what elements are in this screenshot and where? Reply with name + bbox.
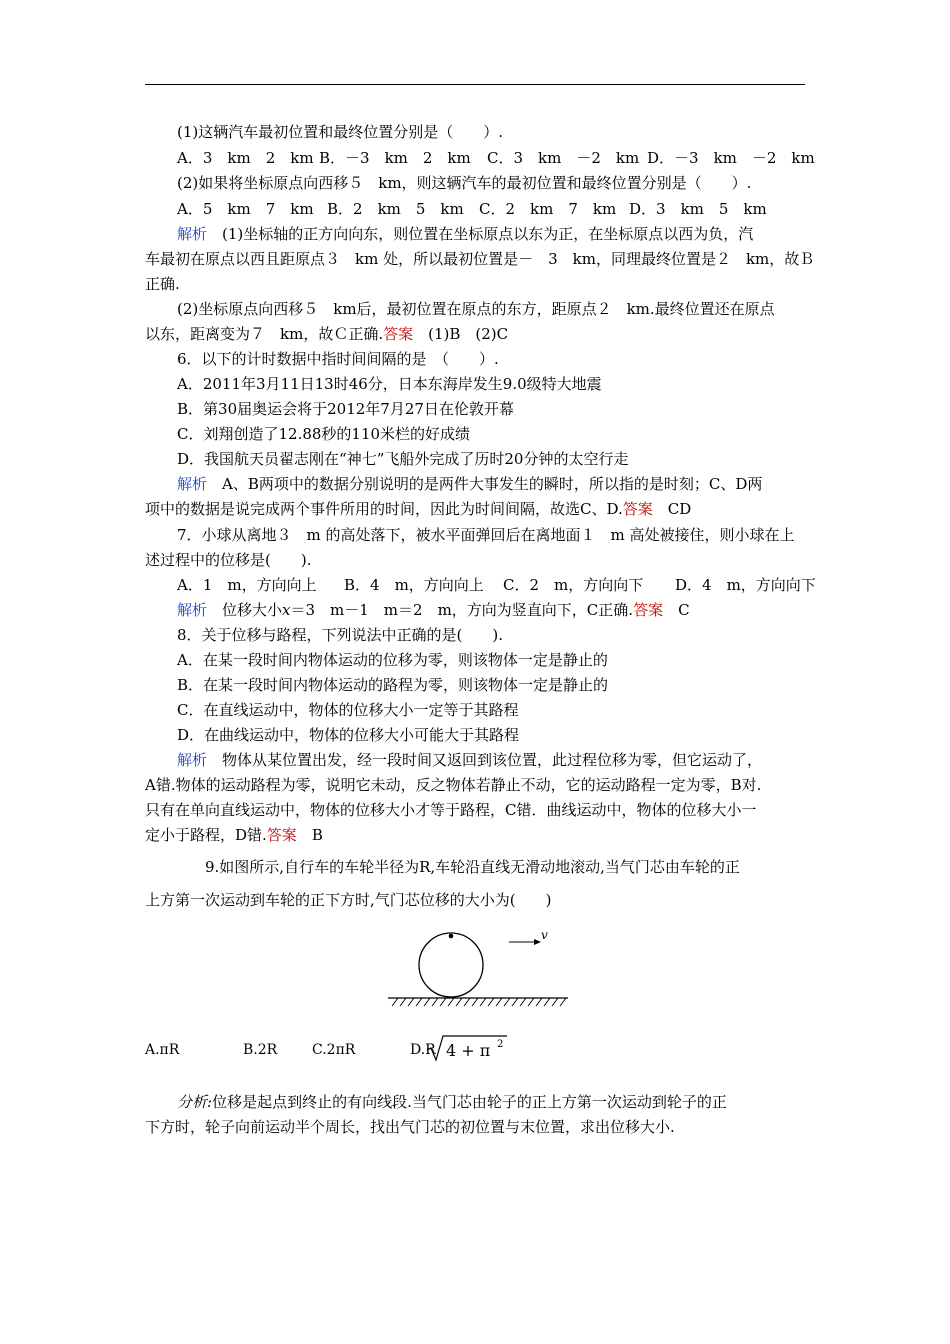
q5-answer: (1)B (2)C xyxy=(413,325,509,343)
q7-option-b: B．4 m，方向向上 xyxy=(344,576,484,594)
q9-stem-line-2: 上方第一次运动到车轮的正下方时,气门芯位移的大小为( ) xyxy=(145,891,552,909)
q7-stem-line-2: 述过程中的位移是( ). xyxy=(145,551,312,569)
q8-answer-label: 答案 xyxy=(266,826,297,844)
q5-analysis-line-5 xyxy=(145,322,805,347)
wheel-circle xyxy=(419,933,483,997)
q5-sub2-option-c: C．2 km 7 km xyxy=(479,200,617,218)
q7-option-a: A．1 m，方向向上 xyxy=(177,576,317,594)
q8-answer: B xyxy=(296,826,323,844)
q6-stem: 6．以下的计时数据中指时间间隔的是 （ ）. xyxy=(177,350,499,368)
q7-analysis-line xyxy=(145,598,805,623)
q9-option-c: C.2πR xyxy=(312,1042,356,1058)
q9-analysis-line-1 xyxy=(145,1088,805,1116)
q7-answer-label: 答案 xyxy=(633,601,664,619)
q5-sub2-option-d: D．3 km 5 km xyxy=(629,200,767,218)
q8-option-c: C．在直线运动中，物体的位移大小一定等于其路程 xyxy=(177,701,519,719)
q5-analysis-line-4: (2)坐标原点向西移５ km后，最初位置在原点的东方，距原点２ km.最终位置还在原点 xyxy=(177,300,775,318)
q9-analysis-text-1: 位移是起点到终止的有向线段.当气门芯由轮子的正上方第一次运动到轮子的正 xyxy=(212,1093,727,1111)
q9-option-d-label: D.R xyxy=(410,1042,436,1058)
q8-analysis-line-4 xyxy=(145,823,805,848)
q9-option-b: B.2R xyxy=(243,1042,278,1058)
q9-option-a: A.πR xyxy=(145,1042,180,1058)
q5-sub1-option-a: A．3 km 2 km xyxy=(177,149,314,167)
q6-answer-label: 答案 xyxy=(622,500,653,518)
q6-option-c: C．刘翔创造了12.88秒的110米栏的好成绩 xyxy=(177,425,471,443)
q5-analysis-label: 解析 xyxy=(177,225,208,243)
q8-analysis-label: 解析 xyxy=(177,751,208,769)
wheel-figure xyxy=(388,928,568,1008)
q7-stem-line-1: 7．小球从离地３ m 的高处落下，被水平面弹回后在离地面１ m 高处被接住，则小球在上 xyxy=(177,526,795,544)
q5-sub2-stem: (2)如果将坐标原点向西移５ km，则这辆汽车的最初位置和最终位置分别是（ ）. xyxy=(177,174,752,192)
q5-analysis-line-3: 正确. xyxy=(145,275,180,293)
q9-stem-line-1: 9.如图所示,自行车的车轮半径为R,车轮沿直线无滑动地滚动,当气门芯由车轮的正 xyxy=(205,858,740,876)
q8-analysis-line-2: A错.物体的运动路程为零，说明它未动，反之物体若静止不动，它的运动路程一定为零，B对. xyxy=(145,776,762,794)
q7-analysis-pre: 位移大小 xyxy=(207,601,283,619)
q5-sub2-option-b: B．2 km 5 km xyxy=(327,200,464,218)
q5-sub1-option-d: D．－3 km －2 km xyxy=(647,149,815,167)
q6-option-a: A．2011年3月11日13时46分，日本东海岸发生9.0级特大地震 xyxy=(177,375,602,393)
q8-analysis-line-1 xyxy=(145,748,805,773)
q6-analysis-label: 解析 xyxy=(177,475,208,493)
q5-sub1-option-c: C．3 km －2 km xyxy=(487,149,640,167)
q6-analysis-text-2: 项中的数据是说完成两个事件所用的时间，因此为时间间隔，故选C、D. xyxy=(145,500,623,518)
header-rule xyxy=(145,84,805,85)
velocity-label: v xyxy=(541,928,548,942)
q7-analysis-label: 解析 xyxy=(177,601,208,619)
q8-analysis-text-1: 物体从某位置出发，经一段时间又返回到该位置，此过程位移为零，但它运动了， xyxy=(207,751,763,769)
q7-option-d: D．4 m，方向向下 xyxy=(675,576,816,594)
q9-analysis-label: 分析: xyxy=(177,1093,213,1111)
q5-sub2-option-a: A．5 km 7 km xyxy=(177,200,314,218)
q5-sub2-options xyxy=(145,197,805,222)
q5-analysis-text-1: (1)坐标轴的正方向向东，则位置在坐标原点以东为正，在坐标原点以西为负，汽 xyxy=(207,225,754,243)
sqrt-radicand: 4 + π xyxy=(446,1041,491,1060)
q5-analysis-line-2: 车最初在原点以西且距原点３ km 处，所以最初位置是－ 3 km，同理最终位置是２ km，故Ｂ xyxy=(145,250,815,268)
q7-analysis-var: x xyxy=(282,601,291,619)
q8-option-a: A．在某一段时间内物体运动的位移为零，则该物体一定是静止的 xyxy=(177,651,608,669)
ground-hatching xyxy=(392,998,566,1006)
q6-analysis-line-1 xyxy=(145,472,805,497)
q5-answer-label: 答案 xyxy=(383,325,414,343)
q8-analysis-line-3: 只有在单向直线运动中，物体的位移大小才等于路程，C错．曲线运动中，物体的位移大小一 xyxy=(145,801,757,819)
q6-analysis-text-1: A、B两项中的数据分别说明的是两件大事发生的瞬时，所以指的是时刻；C、D两 xyxy=(207,475,763,493)
sqrt-exponent: 2 xyxy=(497,1039,504,1050)
q5-sub1-stem: (1)这辆汽车最初位置和最终位置分别是（ ）. xyxy=(177,123,504,141)
q5-analysis-text-5: 以东，距离变为７ km，故Ｃ正确. xyxy=(145,325,384,343)
q9-analysis-line-2: 下方时，轮子向前运动半个周长，找出气门芯的初位置与末位置，求出位移大小. xyxy=(145,1118,675,1136)
q5-sub1-options xyxy=(145,146,815,171)
q8-stem: 8．关于位移与路程，下列说法中正确的是( ). xyxy=(177,626,504,644)
q6-option-b: B．第30届奥运会将于2012年7月27日在伦敦开幕 xyxy=(177,400,514,418)
q8-analysis-text-4: 定小于路程，D错. xyxy=(145,826,267,844)
q7-options xyxy=(145,573,816,598)
q5-sub1-option-b: B．－3 km 2 km xyxy=(319,149,471,167)
q6-option-d: D．我国航天员翟志刚在“神七”飞船外完成了历时20分钟的太空行走 xyxy=(177,450,629,468)
sqrt-symbol xyxy=(427,1033,507,1063)
velocity-arrow-head xyxy=(534,939,541,945)
q9-option-d-radical xyxy=(427,1033,507,1067)
q6-analysis-line-2 xyxy=(145,497,805,522)
q8-option-b: B．在某一段时间内物体运动的路程为零，则该物体一定是静止的 xyxy=(177,676,609,694)
q5-analysis-line-1 xyxy=(145,222,805,247)
q7-answer: C xyxy=(663,601,690,619)
q8-option-d: D．在曲线运动中，物体的位移大小可能大于其路程 xyxy=(177,726,520,744)
q7-analysis-post: ＝3 m－1 m＝2 m，方向为竖直向下，C正确. xyxy=(290,601,634,619)
q6-answer: CD xyxy=(652,500,692,518)
valve-dot xyxy=(449,934,454,939)
q7-option-c: C．2 m，方向向下 xyxy=(503,576,644,594)
